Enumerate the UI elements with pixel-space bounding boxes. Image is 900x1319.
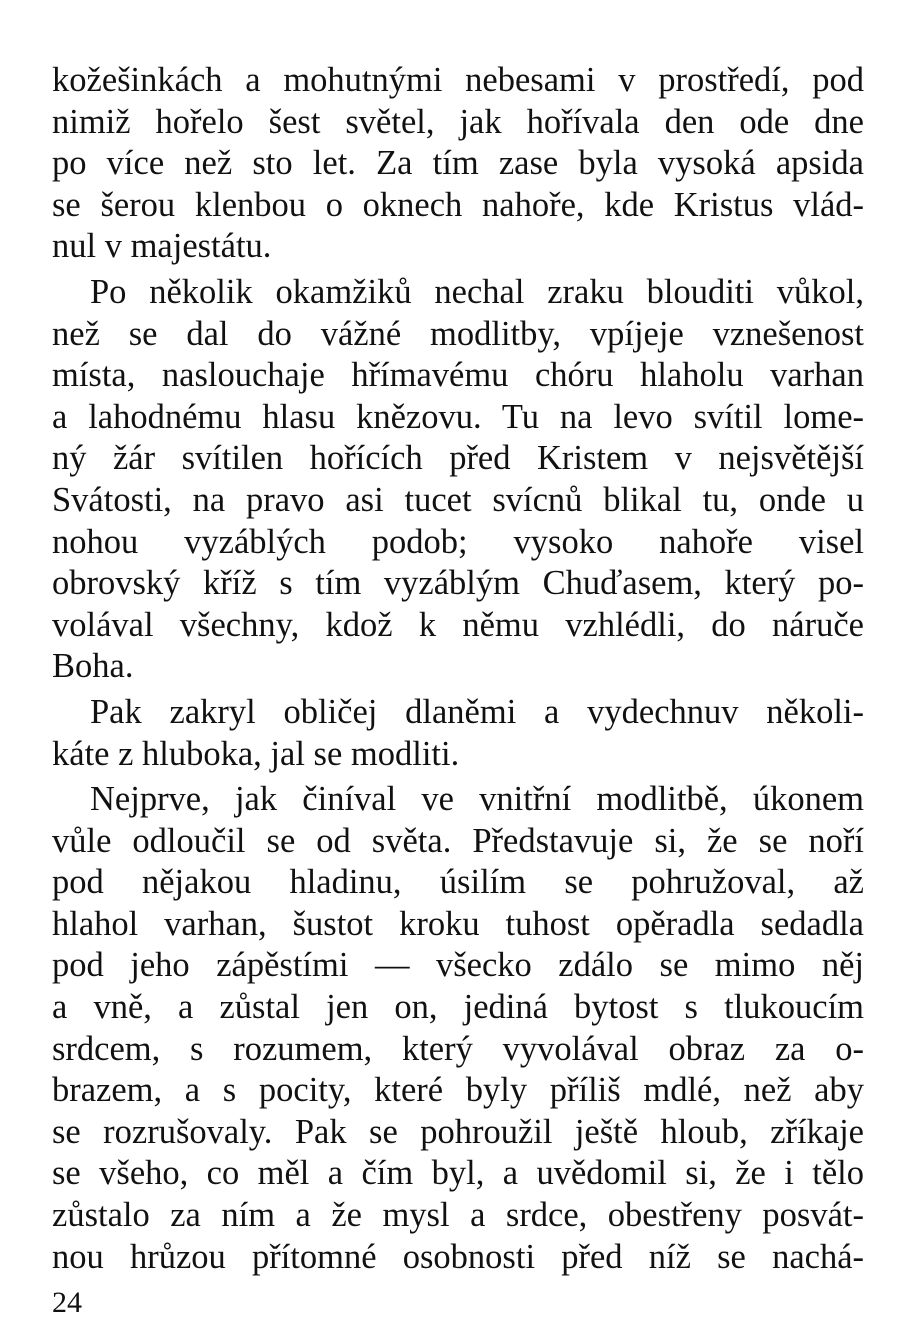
paragraph xyxy=(52,60,864,268)
paragraph xyxy=(52,272,864,688)
paragraph xyxy=(52,779,864,1278)
text-line: obrovský kříž s tím vyzáblým Chuďasem, který po- xyxy=(52,564,864,603)
text-line: místa, naslouchaje hřímavému chóru hlaholu varhan xyxy=(52,356,864,395)
text-line: a vně, a zůstal jen on, jediná bytost s tlukoucím xyxy=(52,988,864,1027)
text-line: se rozrušovaly. Pak se pohroužil ještě hloub, zříkaje xyxy=(52,1112,864,1151)
text-line: než se dal do vážné modlitby, vpíjeje vznešenost xyxy=(52,314,864,353)
text-line: hlahol varhan, šustot kroku tuhost opěradla sedadla xyxy=(52,904,864,943)
text-line: brazem, a s pocity, které byly příliš mdlé, než aby xyxy=(52,1071,864,1110)
text-line: káte z hluboka, jal se modliti. xyxy=(52,734,460,773)
text-line: Boha. xyxy=(52,647,134,686)
text-line: pod nějakou hladinu, úsilím se pohružoval, až xyxy=(52,863,864,902)
text-line: se šerou klenbou o oknech nahoře, kde Kristus vlád- xyxy=(52,185,864,224)
text-line: Pak zakryl obličej dlaněmi a vydechnuv několi- xyxy=(90,692,864,731)
text-line: po více než sto let. Za tím zase byla vysoká apsida xyxy=(52,144,864,183)
text-line: kožešinkách a mohutnými nebesami v prostředí, pod xyxy=(52,61,864,99)
text-line: se všeho, co měl a čím byl, a uvědomil si, že i tělo xyxy=(52,1154,864,1193)
page-number: 24 xyxy=(52,1286,82,1319)
text-line: nohou vyzáblých podob; vysoko nahoře visel xyxy=(52,522,864,561)
text-line: volával všechny, kdož k němu vzhlédli, do náruče xyxy=(52,605,864,644)
text-line: Nejprve, jak činíval ve vnitřní modlitbě, úkonem xyxy=(90,780,864,819)
text-line: srdcem, s rozumem, který vyvolával obraz za o- xyxy=(52,1029,864,1068)
text-line: Svátosti, na pravo asi tucet svícnů blikal tu, onde u xyxy=(52,480,864,519)
text-line: ný žár svítilen hořících před Kristem v nejsvětější xyxy=(52,439,864,478)
text-line: nimiž hořelo šest světel, jak hořívala den ode dne xyxy=(52,102,864,141)
text-line: vůle odloučil se od světa. Představuje si, že se noří xyxy=(52,821,864,860)
paragraph xyxy=(52,692,864,775)
text-line: a lahodnému hlasu knězovu. Tu na levo svítil lome- xyxy=(52,397,864,436)
text-line: nul v majestátu. xyxy=(52,227,272,266)
text-line: Po několik okamžiků nechal zraku blouditi vůkol, xyxy=(90,272,864,311)
text-line: nou hrůzou přítomné osobnosti před níž se nachá- xyxy=(52,1237,864,1276)
text-line: zůstalo za ním a že mysl a srdce, obestřeny posvát- xyxy=(52,1196,864,1235)
page-text xyxy=(52,60,864,1282)
text-line: pod jeho zápěstími — všecko zdálo se mimo něj xyxy=(52,946,864,985)
